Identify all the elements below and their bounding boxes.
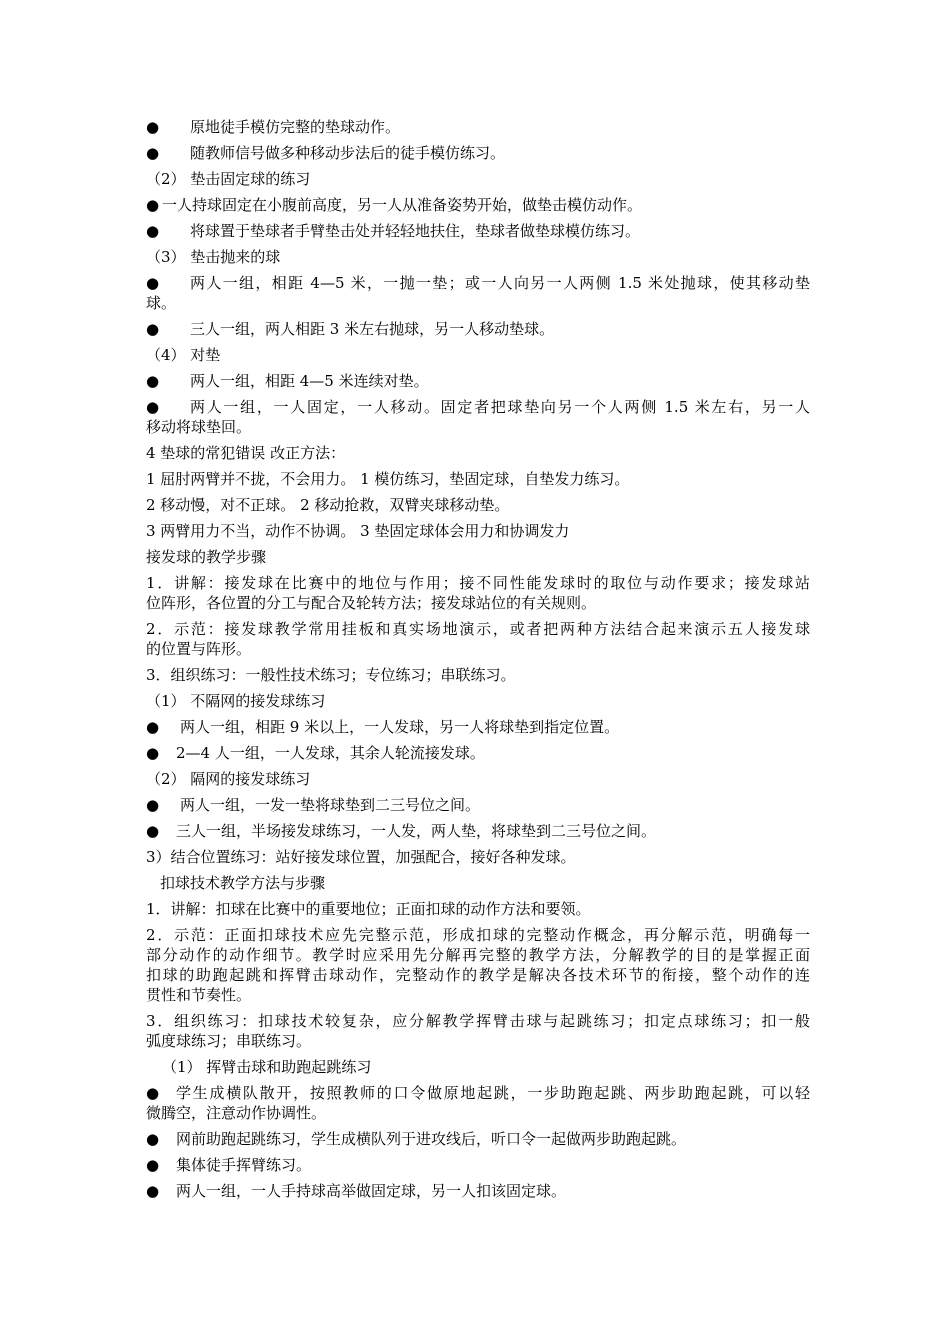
text-line: [146, 822, 810, 841]
text-line: [146, 848, 810, 867]
line-text: 移动将球垫回。: [146, 418, 252, 436]
line-text: 两人一组，一人固定，一人移动。固定者把球垫向另一个人两侧 1.5 米左右，另一人: [190, 398, 810, 416]
text-line: [146, 496, 810, 515]
text-line: [146, 248, 810, 267]
bullet-icon: ●: [146, 274, 160, 292]
line-text: 集体徒手挥臂练习。: [176, 1156, 312, 1174]
text-line: [146, 744, 810, 763]
line-text: 将球置于垫球者手臂垫击处并轻轻地扶住，垫球者做垫球模仿练习。: [190, 222, 641, 240]
line-text: 两人一组，相距 4—5 米连续对垫。: [190, 372, 429, 390]
text-line: [146, 346, 810, 365]
text-line: [146, 692, 810, 711]
text-line: [146, 222, 810, 241]
line-text: 1 屈肘两臂并不拢，不会用力。 1 模仿练习，垫固定球，自垫发力练习。: [146, 470, 630, 488]
bullet-icon: ●: [146, 398, 160, 416]
text-line: [146, 796, 810, 815]
text-line: [146, 418, 810, 437]
text-line: [146, 1130, 810, 1149]
text-line: [146, 666, 810, 685]
line-text: 三人一组，两人相距 3 米左右抛球，另一人移动垫球。: [190, 320, 555, 338]
text-line: [146, 398, 810, 417]
bullet-icon: ●: [146, 822, 160, 840]
text-line: [146, 926, 810, 945]
line-text: 位阵形，各位置的分工与配合及轮转方法；接发球站位的有关规则。: [146, 594, 597, 612]
line-text: （4） 对垫: [146, 346, 221, 364]
text-line: [146, 594, 810, 613]
bullet-icon: ●: [146, 1156, 160, 1174]
text-line: [146, 900, 810, 919]
line-text: （1） 不隔网的接发球练习: [146, 692, 326, 710]
text-line: [146, 320, 810, 339]
text-line: [146, 1156, 810, 1175]
line-text: 部分动作的动作细节。教学时应采用先分解再完整的教学方法，分解教学的目的是掌握正面: [146, 946, 810, 964]
line-text: 两人一组，一人手持球高举做固定球，另一人扣该固定球。: [176, 1182, 567, 1200]
bullet-icon: ●: [146, 1182, 160, 1200]
line-text: 扣球的助跑起跳和挥臂击球动作，完整动作的教学是解决各技术环节的衔接，整个动作的连: [146, 966, 810, 984]
line-text: （2） 隔网的接发球练习: [146, 770, 311, 788]
text-line: [146, 1104, 810, 1123]
line-text: 2—4 人一组，一人发球，其余人轮流接发球。: [176, 744, 485, 762]
line-text: 一人持球固定在小腹前高度，另一人从准备姿势开始，做垫击模仿动作。: [162, 196, 643, 214]
text-line: [146, 1058, 826, 1077]
text-line: [146, 522, 810, 541]
line-text: 3 两臂用力不当，动作不协调。 3 垫固定球体会用力和协调发力: [146, 522, 570, 540]
line-text: 接发球的教学步骤: [146, 548, 267, 566]
bullet-icon: ●: [146, 796, 160, 814]
text-line: [146, 294, 810, 313]
text-line: [146, 196, 810, 215]
text-line: [146, 986, 810, 1005]
text-line: [146, 1012, 810, 1031]
line-text: （1） 挥臂击球和助跑起跳练习: [162, 1058, 372, 1076]
bullet-icon: ●: [146, 222, 160, 240]
line-text: 扣球技术教学方法与步骤: [160, 874, 326, 892]
line-text: 弧度球练习；串联练习。: [146, 1032, 312, 1050]
line-text: 3．组织练习：一般性技术练习；专位练习；串联练习。: [146, 666, 516, 684]
text-line: [146, 574, 810, 593]
text-line: [146, 144, 810, 163]
line-text: 随教师信号做多种移动步法后的徒手模仿练习。: [190, 144, 506, 162]
bullet-icon: ●: [146, 718, 160, 736]
text-line: [146, 1182, 810, 1201]
line-text: 原地徒手模仿完整的垫球动作。: [190, 118, 401, 136]
text-line: [146, 718, 810, 737]
text-line: [146, 1032, 810, 1051]
line-text: 两人一组，相距 4—5 米，一抛一垫；或一人向另一人两侧 1.5 米处抛球，使其移动垫: [190, 274, 810, 292]
text-line: [146, 874, 824, 893]
text-line: [146, 118, 810, 137]
bullet-icon: ●: [146, 144, 160, 162]
text-line: [146, 372, 810, 391]
text-line: [146, 548, 810, 567]
line-text: 网前助跑起跳练习，学生成横队列于进攻线后，听口令一起做两步助跑起跳。: [176, 1130, 687, 1148]
line-text: 2 移动慢，对不正球。 2 移动抢救，双臂夹球移动垫。: [146, 496, 510, 514]
line-text: 4 垫球的常犯错误 改正方法：: [146, 444, 346, 462]
line-text: 球。: [146, 294, 177, 312]
line-text: 2．示范：接发球教学常用挂板和真实场地演示，或者把两种方法结合起来演示五人接发球: [146, 620, 810, 638]
text-line: [146, 170, 810, 189]
line-text: 两人一组，一发一垫将球垫到二三号位之间。: [180, 796, 481, 814]
bullet-icon: ●: [146, 320, 160, 338]
text-line: [146, 946, 810, 965]
text-line: [146, 274, 810, 293]
text-line: [146, 966, 810, 985]
bullet-icon: ●: [146, 372, 160, 390]
line-text: 的位置与阵形。: [146, 640, 252, 658]
text-line: [146, 444, 810, 463]
line-text: 两人一组，相距 9 米以上，一人发球，另一人将球垫到指定位置。: [180, 718, 620, 736]
bullet-icon: ●: [146, 1130, 160, 1148]
line-text: 1．讲解：扣球在比赛中的重要地位；正面扣球的动作方法和要领。: [146, 900, 591, 918]
line-text: （2） 垫击固定球的练习: [146, 170, 311, 188]
text-line: [146, 770, 810, 789]
line-text: 学生成横队散开，按照教师的口令做原地起跳，一步助跑起跳、两步助跑起跳，可以轻: [176, 1084, 810, 1102]
text-line: [146, 620, 810, 639]
text-line: [146, 1084, 810, 1103]
bullet-icon: ●: [146, 118, 160, 136]
line-text: 微腾空，注意动作协调性。: [146, 1104, 327, 1122]
bullet-icon: ●: [146, 196, 160, 214]
line-text: 2．示范：正面扣球技术应先完整示范，形成扣球的完整动作概念，再分解示范，明确每一: [146, 926, 810, 944]
line-text: 3）结合位置练习：站好接发球位置，加强配合，接好各种发球。: [146, 848, 576, 866]
text-line: [146, 470, 810, 489]
bullet-icon: ●: [146, 744, 160, 762]
text-line: [146, 640, 810, 659]
line-text: 三人一组，半场接发球练习，一人发，两人垫，将球垫到二三号位之间。: [176, 822, 657, 840]
line-text: 1．讲解：接发球在比赛中的地位与作用；接不同性能发球时的取位与动作要求；接发球站: [146, 574, 810, 592]
line-text: 贯性和节奏性。: [146, 986, 252, 1004]
line-text: 3．组织练习：扣球技术较复杂，应分解教学挥臂击球与起跳练习；扣定点球练习；扣一般: [146, 1012, 810, 1030]
line-text: （3） 垫击抛来的球: [146, 248, 281, 266]
bullet-icon: ●: [146, 1084, 160, 1102]
